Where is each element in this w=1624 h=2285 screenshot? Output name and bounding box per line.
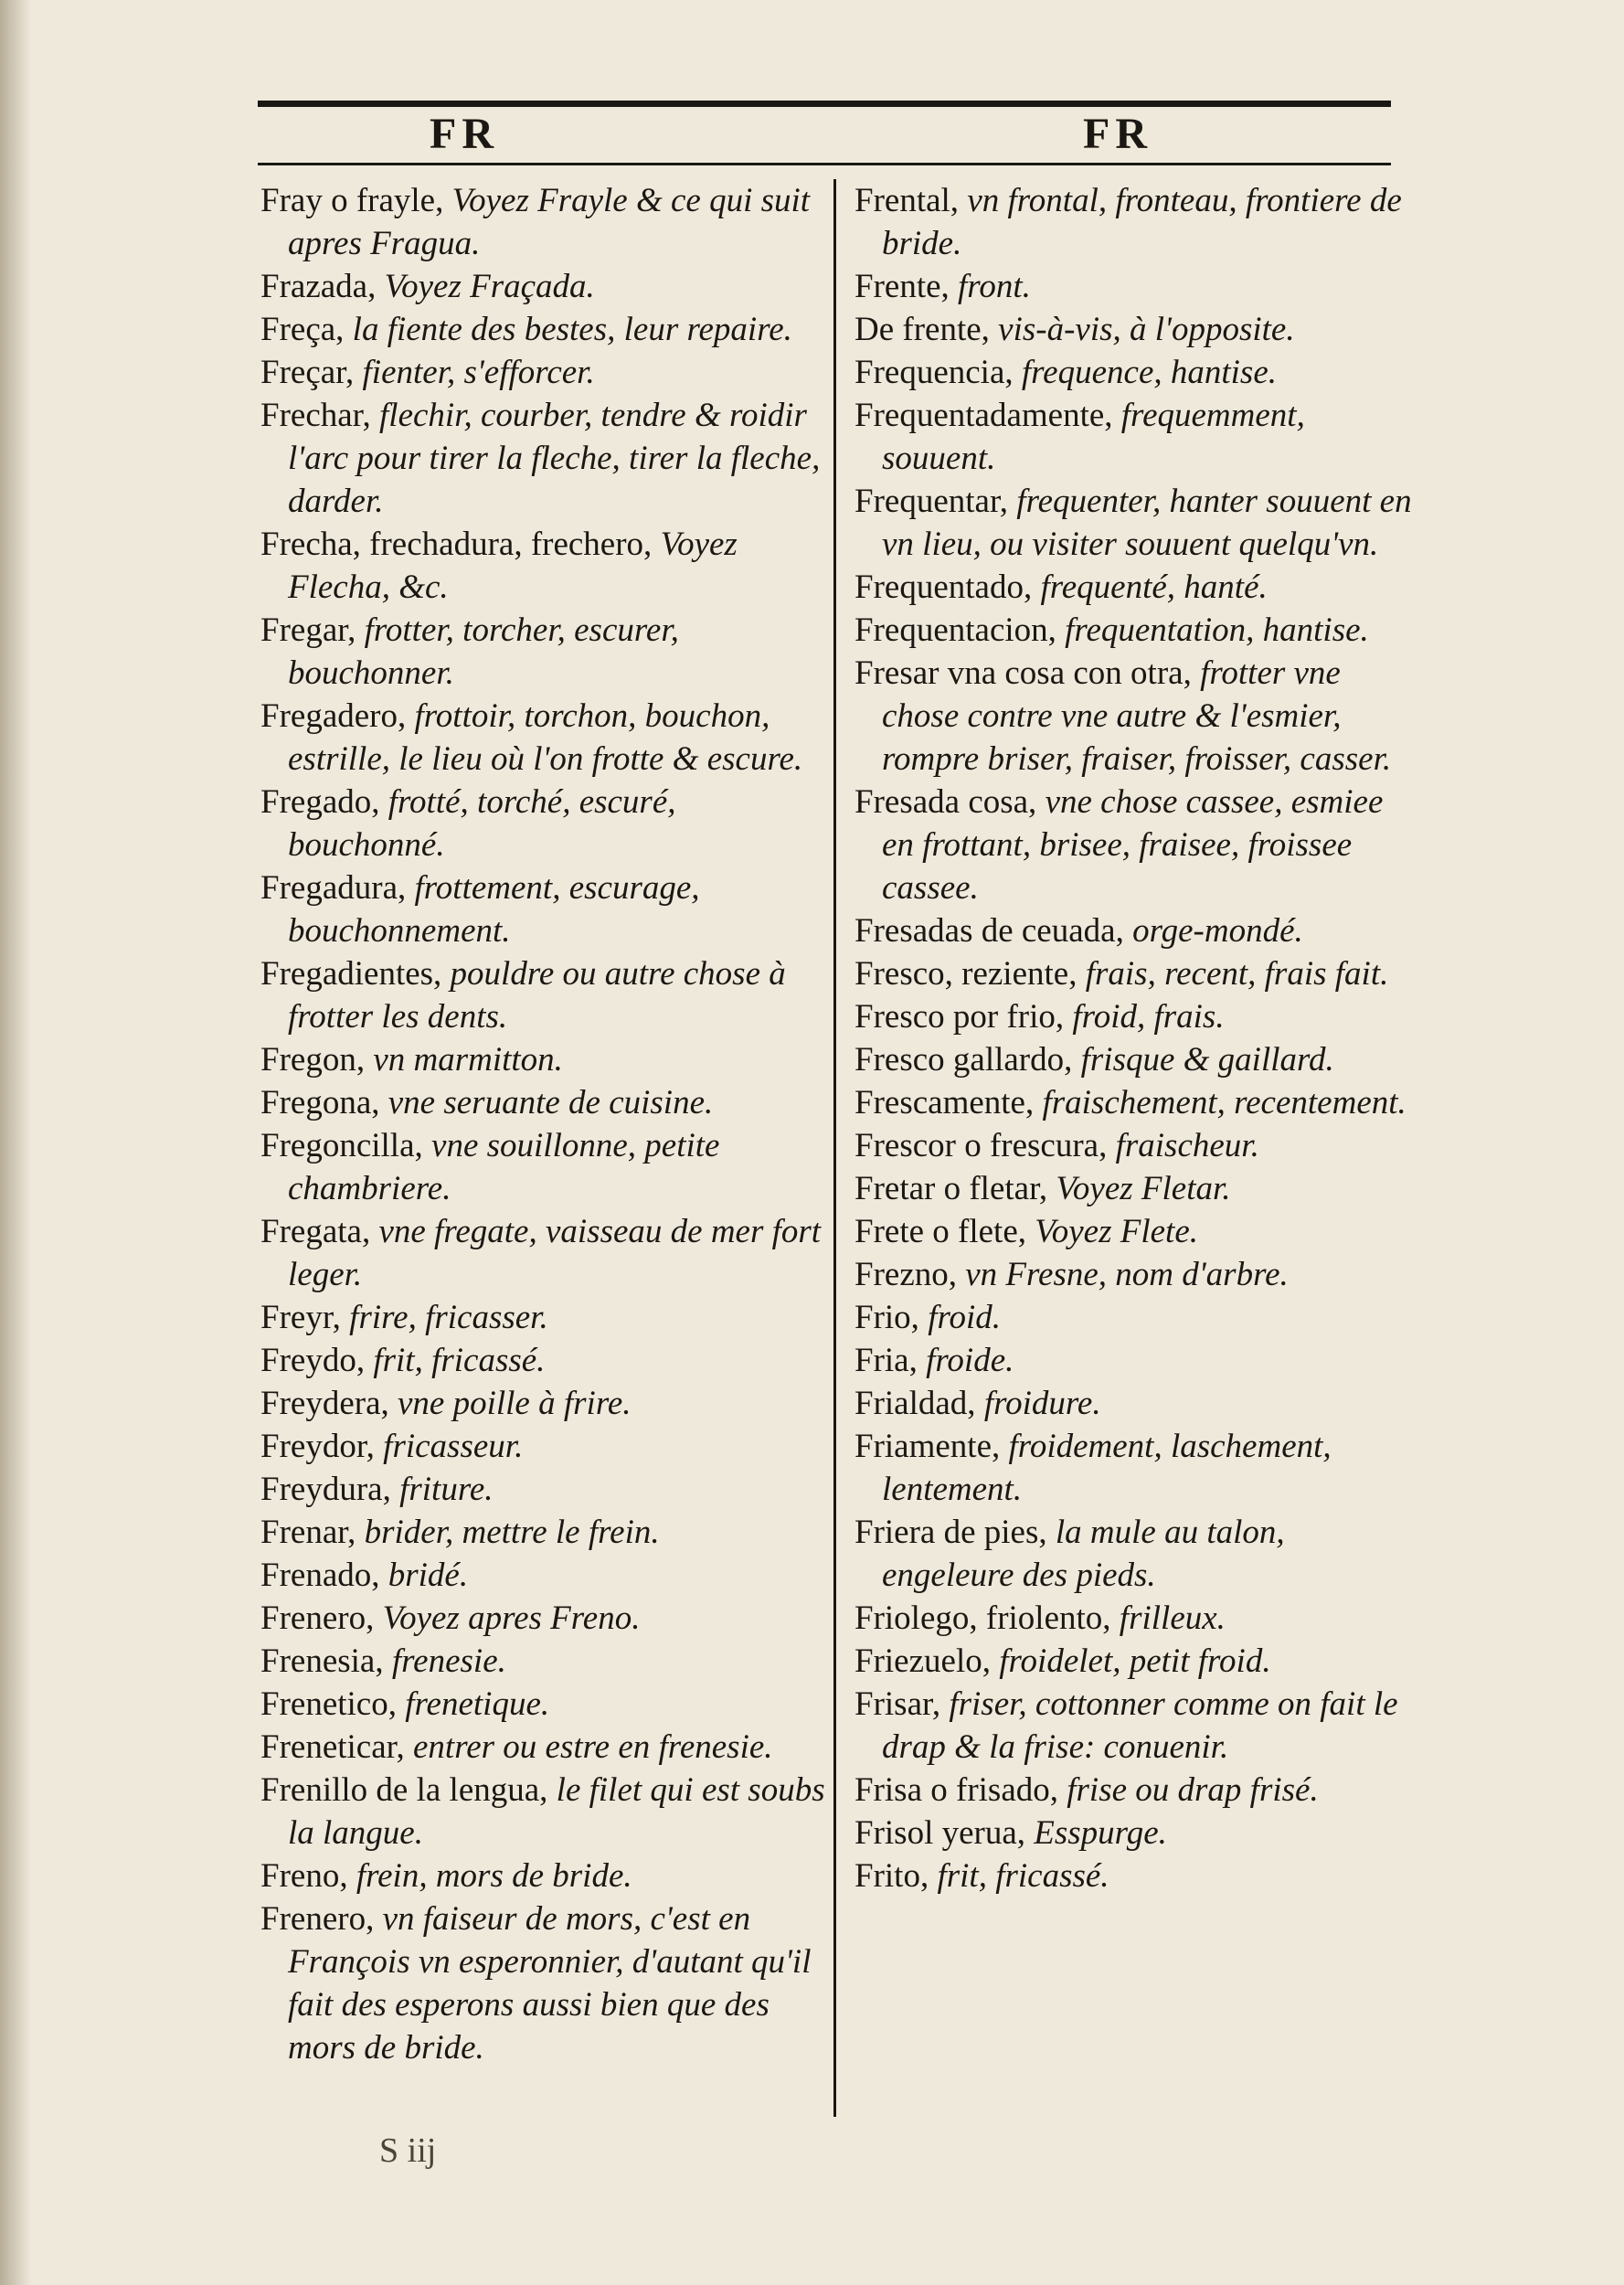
entry-definition: le filet qui est soubs la langue.	[288, 1771, 825, 1852]
running-head-left: FR	[430, 110, 499, 158]
entry-definition: orge-mondé.	[1132, 912, 1303, 950]
entry-definition: frisque & gaillard.	[1080, 1041, 1334, 1079]
entry-headword: Freydo,	[260, 1342, 374, 1379]
entry-headword: Fregoncilla,	[260, 1127, 432, 1164]
entry-definition: vis-à-vis, à l'opposite.	[998, 311, 1295, 348]
entry-definition: Voyez Frayle & ce qui suit apres Fragua.	[288, 182, 811, 262]
dictionary-entry	[854, 652, 1421, 781]
entry-definition: froidure.	[983, 1385, 1101, 1422]
right-column	[854, 179, 1421, 2126]
entry-definition: vne seruante de cuisine.	[387, 1084, 714, 1121]
entry-headword: Frescamente,	[854, 1084, 1043, 1121]
dictionary-entry	[854, 1855, 1421, 1897]
entry-definition: frotter vne chose contre vne autre & l'esmier, rompre briser, fraiser, froisser, casser.	[882, 654, 1392, 778]
dictionary-entry	[854, 909, 1421, 952]
entry-headword: Friolego, friolento,	[854, 1600, 1120, 1637]
entry-definition: frit, fricassé.	[937, 1857, 1109, 1895]
entry-headword: Frenillo de la lengua,	[260, 1771, 557, 1809]
entry-definition: froide.	[926, 1342, 1014, 1379]
dictionary-entry	[854, 1382, 1421, 1425]
entry-headword: Freno,	[260, 1857, 356, 1895]
entry-headword: Frequencia,	[854, 354, 1022, 391]
entry-definition: frit, fricassé.	[373, 1342, 546, 1379]
entry-headword: Fresco gallardo,	[854, 1041, 1081, 1079]
entry-definition: la mule au talon, engeleure des pieds.	[882, 1514, 1285, 1594]
entry-definition: Voyez Fraçada.	[384, 268, 595, 305]
dictionary-entry	[854, 952, 1421, 995]
entry-headword: Frental,	[854, 182, 968, 219]
entry-headword: Frecha, frechadura, frechero,	[260, 526, 661, 563]
entry-headword: Frisa o frisado,	[854, 1771, 1067, 1809]
entry-definition: froid, frais.	[1072, 998, 1225, 1036]
entry-headword: Friera de pies,	[854, 1514, 1056, 1551]
entry-definition: frenesie.	[391, 1642, 506, 1680]
entry-definition: froid.	[928, 1299, 1002, 1336]
dictionary-entry	[260, 1124, 827, 1210]
entry-headword: Freçar,	[260, 354, 363, 391]
entry-definition: vn frontal, fronteau, frontiere de bride.	[882, 182, 1402, 262]
entry-headword: Frechar,	[260, 397, 380, 434]
dictionary-entry	[260, 179, 827, 265]
entry-definition: pouldre ou autre chose à frotter les dents.	[288, 955, 786, 1036]
entry-definition: froidelet, petit froid.	[999, 1642, 1271, 1680]
entry-definition: frotté, torché, escuré, bouchonné.	[288, 783, 676, 864]
entry-definition: frenetique.	[405, 1685, 550, 1723]
dictionary-entry	[260, 1554, 827, 1597]
entry-headword: Fretar o fletar,	[854, 1170, 1056, 1207]
entry-definition: front.	[958, 268, 1031, 305]
signature-mark: S iij	[379, 2131, 437, 2170]
entry-headword: Frezno,	[854, 1256, 966, 1293]
entry-definition: fricasseur.	[383, 1428, 524, 1465]
dictionary-entry	[260, 1897, 827, 2069]
dictionary-entry	[260, 1210, 827, 1296]
entry-definition: frottoir, torchon, bouchon, estrille, le lieu où l'on frotte & escure.	[288, 697, 803, 778]
dictionary-entry	[854, 480, 1421, 566]
entry-headword: Fresada cosa,	[854, 783, 1046, 821]
entry-headword: Frequentadamente,	[854, 397, 1121, 434]
entry-definition: frais, recent, frais fait.	[1085, 955, 1389, 993]
entry-definition: vne fregate, vaisseau de mer fort leger.	[288, 1213, 822, 1293]
dictionary-entry	[260, 394, 827, 523]
entry-headword: Fray o frayle,	[260, 182, 452, 219]
dictionary-entry	[854, 1210, 1421, 1253]
dictionary-entry	[260, 866, 827, 952]
entry-headword: Fregar,	[260, 611, 365, 649]
entry-headword: Frequentado,	[854, 569, 1041, 606]
entry-headword: Frenesia,	[260, 1642, 392, 1680]
entry-headword: Fresco, reziente,	[854, 955, 1086, 993]
entry-definition: frequenté, hanté.	[1040, 569, 1268, 606]
entry-headword: Frenado,	[260, 1557, 388, 1594]
dictionary-entry	[260, 1855, 827, 1897]
entry-definition: vne chose cassee, esmiee en frottant, brisee, fraisee, froissee cassee.	[882, 783, 1384, 907]
entry-definition: vn faiseur de mors, c'est en François vn esperonnier, d'autant qu'il fait des esperons aussi bien que des mors de bride.	[288, 1900, 812, 2067]
dictionary-entry	[854, 995, 1421, 1038]
entry-headword: Frialdad,	[854, 1385, 984, 1422]
entry-headword: Freneticar,	[260, 1728, 413, 1766]
dictionary-entry	[260, 1425, 827, 1468]
dictionary-entry	[854, 1683, 1421, 1769]
entry-definition: vne poille à frire.	[398, 1385, 632, 1422]
entry-headword: Fregado,	[260, 783, 388, 821]
entry-definition: frottement, escurage, bouchonnement.	[288, 869, 700, 950]
dictionary-entry	[260, 1726, 827, 1769]
dictionary-entry	[260, 1339, 827, 1382]
entry-definition: friture.	[399, 1471, 494, 1508]
entry-definition: frire, fricasser.	[349, 1299, 548, 1336]
entry-headword: Freydor,	[260, 1428, 384, 1465]
dictionary-entry	[854, 1769, 1421, 1812]
dictionary-entry	[260, 1769, 827, 1855]
entry-definition: entrer ou estre en frenesie.	[413, 1728, 773, 1766]
dictionary-entry	[854, 179, 1421, 265]
dictionary-entry	[854, 1812, 1421, 1855]
dictionary-entry	[854, 308, 1421, 351]
entry-definition: frequenter, hanter souuent en vn lieu, ou visiter souuent quelqu'vn.	[882, 483, 1412, 563]
dictionary-entry	[854, 781, 1421, 909]
entry-headword: Fregadientes,	[260, 955, 451, 993]
dictionary-entry	[260, 952, 827, 1038]
dictionary-entry	[260, 1683, 827, 1726]
entry-headword: Freyr,	[260, 1299, 350, 1336]
entry-headword: Fregona,	[260, 1084, 388, 1121]
entry-headword: Frente,	[854, 268, 959, 305]
entry-headword: Fresadas de ceuada,	[854, 912, 1133, 950]
entry-definition: frein, mors de bride.	[356, 1857, 632, 1895]
dictionary-entry	[260, 1081, 827, 1124]
entry-headword: Fregadura,	[260, 869, 415, 907]
dictionary-entry	[260, 1511, 827, 1554]
entry-definition: vn marmitton.	[373, 1041, 563, 1079]
dictionary-entry	[854, 1640, 1421, 1683]
entry-headword: Frisar,	[854, 1685, 950, 1723]
dictionary-entry	[854, 566, 1421, 609]
header-rule	[258, 163, 1391, 165]
entry-headword: Frenero,	[260, 1900, 383, 1938]
entry-headword: Fregadero,	[260, 697, 415, 735]
entry-headword: Frescor o frescura,	[854, 1127, 1116, 1164]
entry-definition: frotter, torcher, escurer, bouchonner.	[288, 611, 679, 692]
dictionary-entry	[260, 1468, 827, 1511]
entry-definition: fienter, s'efforcer.	[362, 354, 595, 391]
dictionary-entry	[260, 609, 827, 695]
entry-definition: friser, cottonner comme on fait le drap & la frise: conuenir.	[882, 1685, 1398, 1766]
entry-definition: Voyez Flecha, &c.	[288, 526, 738, 606]
entry-headword: Freydura,	[260, 1471, 400, 1508]
entry-definition: frequentation, hantise.	[1065, 611, 1369, 649]
entry-definition: bridé.	[387, 1557, 469, 1594]
entry-definition: frequence, hantise.	[1021, 354, 1278, 391]
entry-headword: Fregata,	[260, 1213, 379, 1250]
dictionary-entry	[260, 1640, 827, 1683]
entry-headword: De frente,	[854, 311, 999, 348]
dictionary-entry	[260, 781, 827, 866]
dictionary-entry	[260, 265, 827, 308]
dictionary-entry	[854, 394, 1421, 480]
entry-definition: frise ou drap frisé.	[1067, 1771, 1319, 1809]
top-rule	[258, 101, 1391, 107]
entry-headword: Frio,	[854, 1299, 929, 1336]
entry-headword: Friezuelo,	[854, 1642, 1000, 1680]
left-column	[260, 179, 827, 2126]
entry-definition: Voyez apres Freno.	[382, 1600, 641, 1637]
entry-headword: Fregon,	[260, 1041, 374, 1079]
entry-definition: froidement, laschement, lentement.	[882, 1428, 1332, 1508]
entry-definition: frilleux.	[1119, 1600, 1226, 1637]
entry-definition: frequemment, souuent.	[882, 397, 1305, 477]
entry-headword: Frenetico,	[260, 1685, 406, 1723]
dictionary-entry	[260, 523, 827, 609]
dictionary-entry	[854, 1511, 1421, 1597]
dictionary-entry	[260, 1296, 827, 1339]
dictionary-entry	[854, 1167, 1421, 1210]
dictionary-entry	[854, 609, 1421, 652]
entry-definition: Voyez Flete.	[1035, 1213, 1198, 1250]
entry-definition: Esspurge.	[1034, 1814, 1167, 1852]
entry-headword: Frequentacion,	[854, 611, 1066, 649]
entry-headword: Friamente,	[854, 1428, 1009, 1465]
dictionary-entry	[854, 1339, 1421, 1382]
entry-headword: Fria,	[854, 1342, 927, 1379]
entry-headword: Freça,	[260, 311, 353, 348]
entry-definition: vne souillonne, petite chambriere.	[288, 1127, 720, 1207]
entry-definition: fraischement, recentement.	[1042, 1084, 1406, 1121]
entry-headword: Frito,	[854, 1857, 938, 1895]
entry-definition: brider, mettre le frein.	[364, 1514, 660, 1551]
dictionary-entry	[260, 695, 827, 781]
entry-definition: la fiente des bestes, leur repaire.	[352, 311, 792, 348]
dictionary-entry	[260, 1038, 827, 1081]
dictionary-entry	[854, 1425, 1421, 1511]
dictionary-entry	[260, 1382, 827, 1425]
entry-definition: Voyez Fletar.	[1056, 1170, 1231, 1207]
dictionary-entry	[854, 1597, 1421, 1640]
entry-headword: Frenero,	[260, 1600, 383, 1637]
entry-definition: fraischeur.	[1115, 1127, 1259, 1164]
entry-headword: Frenar,	[260, 1514, 365, 1551]
entry-definition: flechir, courber, tendre & roidir l'arc pour tirer la fleche, tirer la fleche, darder.	[288, 397, 821, 520]
dictionary-entry	[854, 351, 1421, 394]
dictionary-entry	[854, 1253, 1421, 1296]
dictionary-entry	[854, 1038, 1421, 1081]
entry-headword: Fresco por frio,	[854, 998, 1073, 1036]
running-head-right: FR	[1083, 110, 1152, 158]
dictionary-entry	[854, 265, 1421, 308]
entry-headword: Frete o flete,	[854, 1213, 1035, 1250]
entry-headword: Frisol yerua,	[854, 1814, 1035, 1852]
dictionary-entry	[260, 1597, 827, 1640]
entry-headword: Frazada,	[260, 268, 385, 305]
entry-definition: vn Fresne, nom d'arbre.	[965, 1256, 1289, 1293]
dictionary-entry	[854, 1124, 1421, 1167]
dictionary-entry	[854, 1081, 1421, 1124]
dictionary-entry	[260, 351, 827, 394]
column-divider	[833, 179, 836, 2117]
dictionary-entry	[854, 1296, 1421, 1339]
dictionary-entry	[260, 308, 827, 351]
entry-headword: Fresar vna cosa con otra,	[854, 654, 1201, 692]
entry-headword: Freydera,	[260, 1385, 398, 1422]
entry-headword: Frequentar,	[854, 483, 1017, 520]
